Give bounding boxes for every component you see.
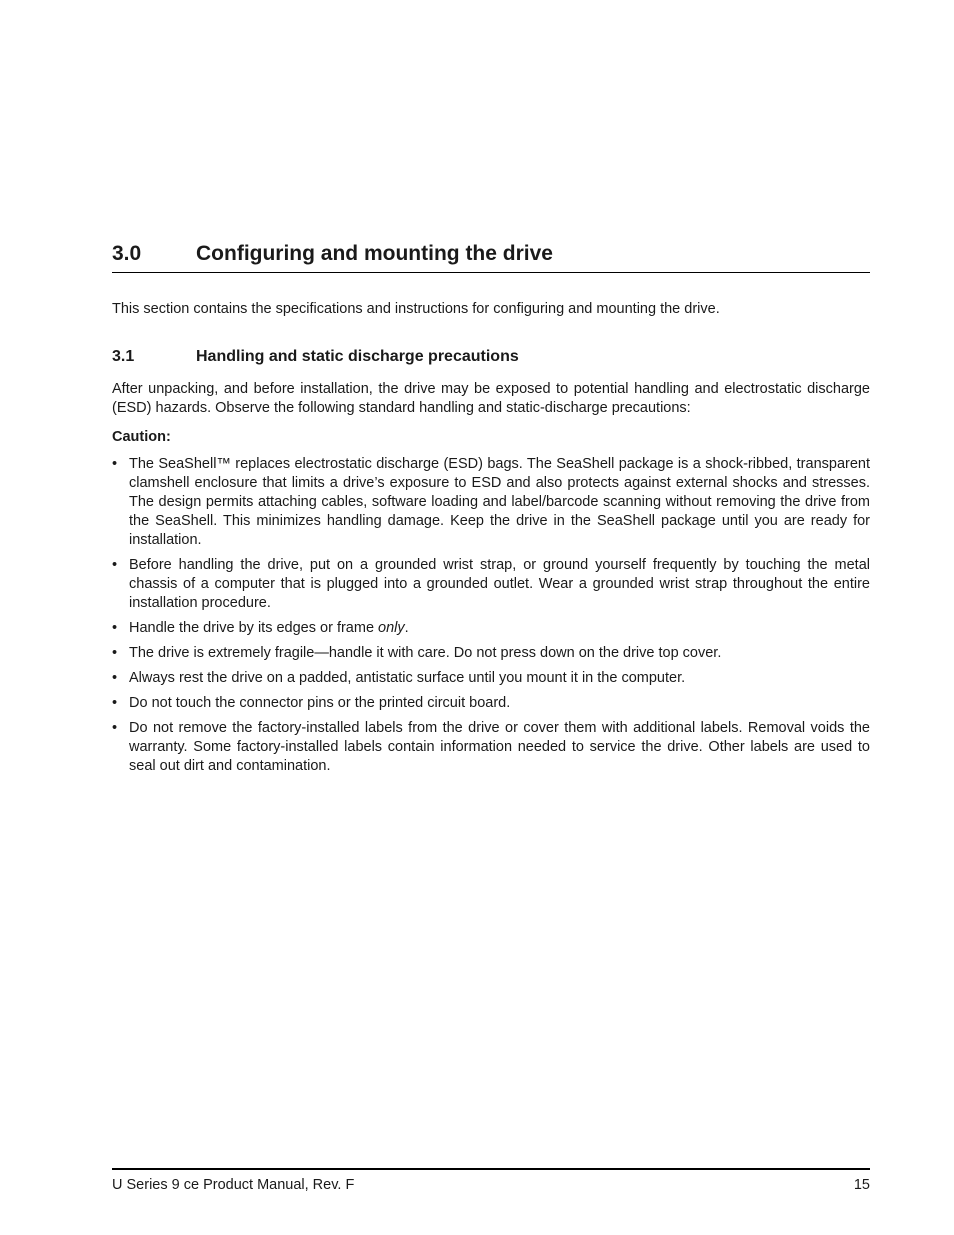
list-item: • Handle the drive by its edges or frame only. (112, 620, 409, 636)
list-item-text: Do not remove the factory-installed labels from the drive or cover them with additional labels. Removal voids the warranty. Some factory-installed labels contain information needed to service the drive. Other labels are used to seal out dirt and contamination. (129, 720, 870, 774)
section-heading (112, 240, 870, 273)
list-item (112, 669, 870, 688)
footer-manual-title: U Series 9 ce Product Manual, Rev. F (112, 1177, 355, 1193)
section-number: 3.0 (112, 242, 142, 265)
bullet-marker: • (112, 557, 118, 573)
bullet-marker: • (112, 620, 118, 636)
list-item-text: The SeaShell™ replaces electrostatic discharge (ESD) bags. The SeaShell package is a shock-ribbed, transparent clamshell enclosure that limits a drive’s exposure to ESD and also protects against external shocks and stresses. The design permits attaching cables, software loading and label/barcode scanning without removing the drive from the SeaShell. This minimizes handling damage. Keep the drive in the SeaShell package until you are ready for installation. (129, 456, 870, 548)
subsection-paragraph: After unpacking, and before installation, the drive may be exposed to potential handling and electrostatic discharge (ESD) hazards. Observe the following standard handling and static-discharge precautions: (112, 381, 870, 416)
caution-label: Caution: (112, 429, 171, 445)
list-item (112, 556, 870, 613)
section-intro: This section contains the specifications and instructions for configuring and mounting the drive. (112, 301, 720, 317)
subsection-title: Handling and static discharge precautions (196, 348, 519, 365)
emphasis-text: only (378, 620, 405, 636)
subsection-number: 3.1 (112, 348, 135, 365)
list-item (112, 694, 870, 713)
list-item (112, 455, 870, 550)
page-number: 15 (853, 1177, 870, 1193)
list-item (112, 719, 870, 776)
bullet-marker: • (112, 645, 118, 661)
bullet-marker: • (112, 720, 118, 736)
bullet-marker: • (112, 695, 118, 711)
list-item (112, 644, 870, 663)
footer-divider (112, 1168, 870, 1170)
section-title: Configuring and mounting the drive (196, 242, 553, 265)
list-item-text: Handle the drive by its edges or frame (129, 620, 375, 636)
bullet-marker: • (112, 456, 118, 472)
list-item-text: The drive is extremely fragile—handle it with care. Do not press down on the drive top cover. (129, 645, 722, 661)
list-item-text: Before handling the drive, put on a grounded wrist strap, or ground yourself frequently by touching the metal chassis of a computer that is plugged into a grounded outlet. Wear a grounded wrist strap throughout the entire installation procedure. (129, 557, 870, 611)
list-item-text: Always rest the drive on a padded, antistatic surface until you mount it in the computer. (129, 670, 686, 686)
bullet-marker: • (112, 670, 118, 686)
list-item-text: Do not touch the connector pins or the printed circuit board. (129, 695, 511, 711)
precautions-list (112, 455, 870, 782)
